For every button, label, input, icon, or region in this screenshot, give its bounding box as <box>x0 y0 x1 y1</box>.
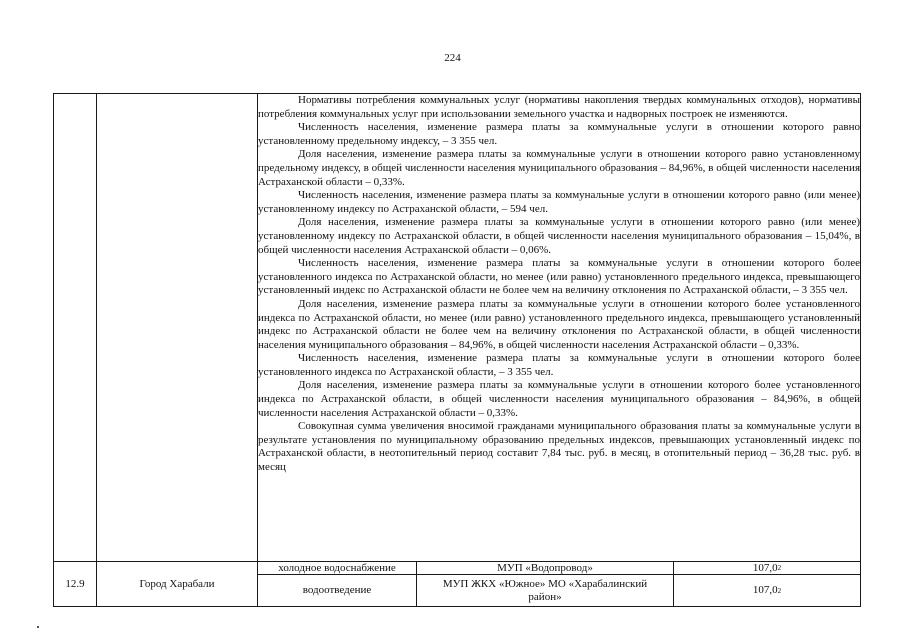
paragraph: Численность населения, изменение размера платы за коммунальные услуги в отношении которого равно (или менее) установленному индексу по Астраханской области, – 594 чел. <box>258 189 860 215</box>
provider-name: МУП «Водопровод» <box>497 561 593 574</box>
index-number: 107,0 <box>752 561 778 574</box>
column-divider-1 <box>96 93 97 607</box>
paragraph: Совокупная сумма увеличения вносимой гражданами муниципального образования платы за коммунальные услуги в результате установления по муниципальному образованию предельных индексов, превышающих установленный индекс по Астраханской области, в неотопительный период составит 7,84 тыс. руб. в месяц, в отопительный период – 36,28 тыс. руб. в месяц <box>258 420 860 474</box>
paragraph: Численность населения, изменение размера платы за коммунальные услуги в отношении которого более установленного индекса по Астраханской области, – 3 355 чел. <box>258 352 860 378</box>
paragraph: Доля населения, изменение размера платы за коммунальные услуги в отношении которого равно (или менее) установленному индексу по Астраханской области, в общей численности населения муниципального образования – 15,04%, в общей численности населения Астраханской области – 0,06%. <box>258 216 860 256</box>
service-name: водоотведение <box>302 584 372 597</box>
index-value: 107,0 2 <box>752 561 782 574</box>
paragraph: Нормативы потребления коммунальных услуг (нормативы накопления твердых коммунальных отходов), нормативы потребления коммунальных услуг при использовании земельного участка и надворных построек не изменяются. <box>258 94 860 120</box>
provider-name: МУП ЖКХ «Южное» МО «Харабалинский район» <box>442 578 648 603</box>
paragraph: Доля населения, изменение размера платы за коммунальные услуги в отношении которого более установленного индекса по Астраханской области, в общей численности населения муниципального образования – 84,96%, в общей численности населения Астраханской области – 0,33%. <box>258 379 860 419</box>
table-left-border <box>53 93 54 607</box>
paragraph: Численность населения, изменение размера платы за коммунальные услуги в отношении которого равно установленному предельному индексу, – 3 355 чел. <box>258 121 860 147</box>
page-number: 224 <box>444 52 461 64</box>
paragraph: Доля населения, изменение размера платы за коммунальные услуги в отношении которого равно установленному предельному индексу, в общей численности населения муниципального образования – 84,96%, в общей численности населения Астраханской области – 0,33%. <box>258 148 860 188</box>
index-number: 107,0 <box>752 584 778 597</box>
index-value: 107,0 2 <box>752 584 782 597</box>
scan-speck <box>37 626 39 628</box>
table-bottom-border <box>53 606 861 607</box>
row-number: 12.9 <box>65 577 85 590</box>
info-text-block <box>258 94 860 475</box>
municipality-name: Город Харабали <box>139 577 215 590</box>
paragraph: Доля населения, изменение размера платы за коммунальные услуги в отношении которого более установленного индекса по Астраханской области, но менее (или равно) установленного предельного индекса, превышающего установленный индекс по Астраханской области не более чем на величину отклонения по Астраханской области, в общей численности населения муниципального образования – 84,96%, в общей численности населения Астраханской области – 0,33%. <box>258 297 860 351</box>
service-name: холодное водоснабжение <box>278 561 396 574</box>
table-right-border <box>860 93 861 607</box>
paragraph: Численность населения, изменение размера платы за коммунальные услуги в отношении которого более установленного индекса по Астраханской области, но менее (или равно) установленного предельного индекса, превышающего установленный индекс по Астраханской области не более чем на величину отклонения по Астраханской области, – 3 355 чел. <box>258 257 860 297</box>
